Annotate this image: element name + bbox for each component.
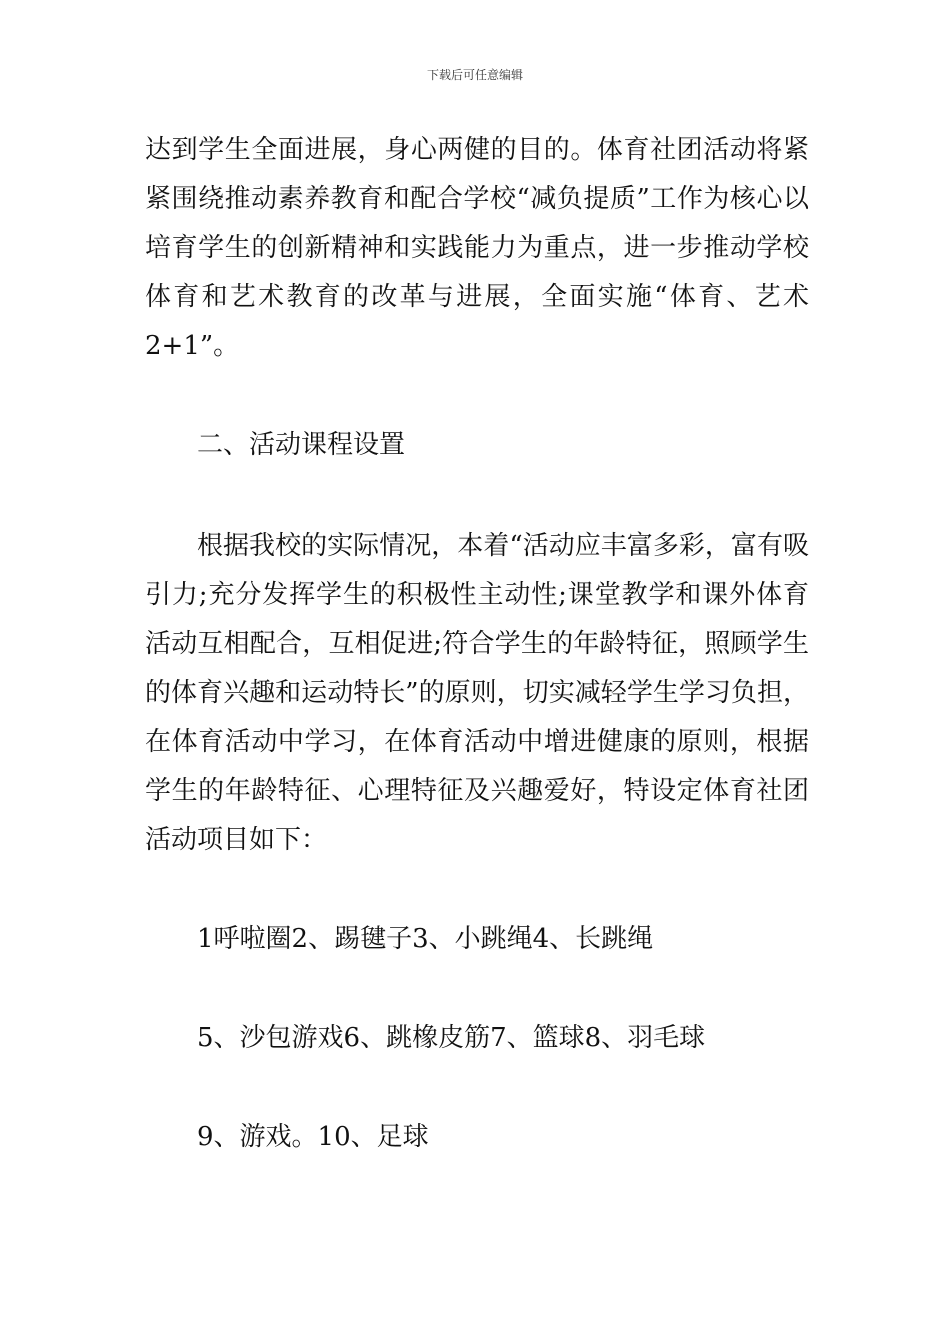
document-body	[145, 126, 809, 1162]
activity-list-line-2: 5、沙包游戏6、跳橡皮筋7、篮球8、羽毛球	[197, 1023, 706, 1053]
activity-list-line-1: 1呼啦圈2、踢毽子3、小跳绳4、长跳绳	[197, 924, 654, 954]
page-header: 下载后可任意编辑	[426, 68, 523, 82]
paragraph-intro: 达到学生全面进展，身心两健的目的。体育社团活动将紧紧围绕推动素养教育和配合学校“减负提质”工作为核心以培育学生的创新精神和实践能力为重点，进一步推动学校体育和艺术教育的改革与进展，全面实施“体育、艺术2+1”。	[145, 135, 809, 361]
activity-list-line-3: 9、游戏。10、足球	[197, 1122, 429, 1152]
section-heading: 二、活动课程设置	[197, 430, 406, 460]
paragraph-principles: 根据我校的实际情况，本着“活动应丰富多彩，富有吸引力;充分发挥学生的积极性主动性;课堂教学和课外体育活动互相配合，互相促进;符合学生的年龄特征，照顾学生的体育兴趣和运动特长”的原则，切实减轻学生学习负担，在体育活动中学习，在体育活动中增进健康的原则，根据学生的年龄特征、心理特征及兴趣爱好，特设定体育社团活动项目如下：	[145, 531, 809, 855]
